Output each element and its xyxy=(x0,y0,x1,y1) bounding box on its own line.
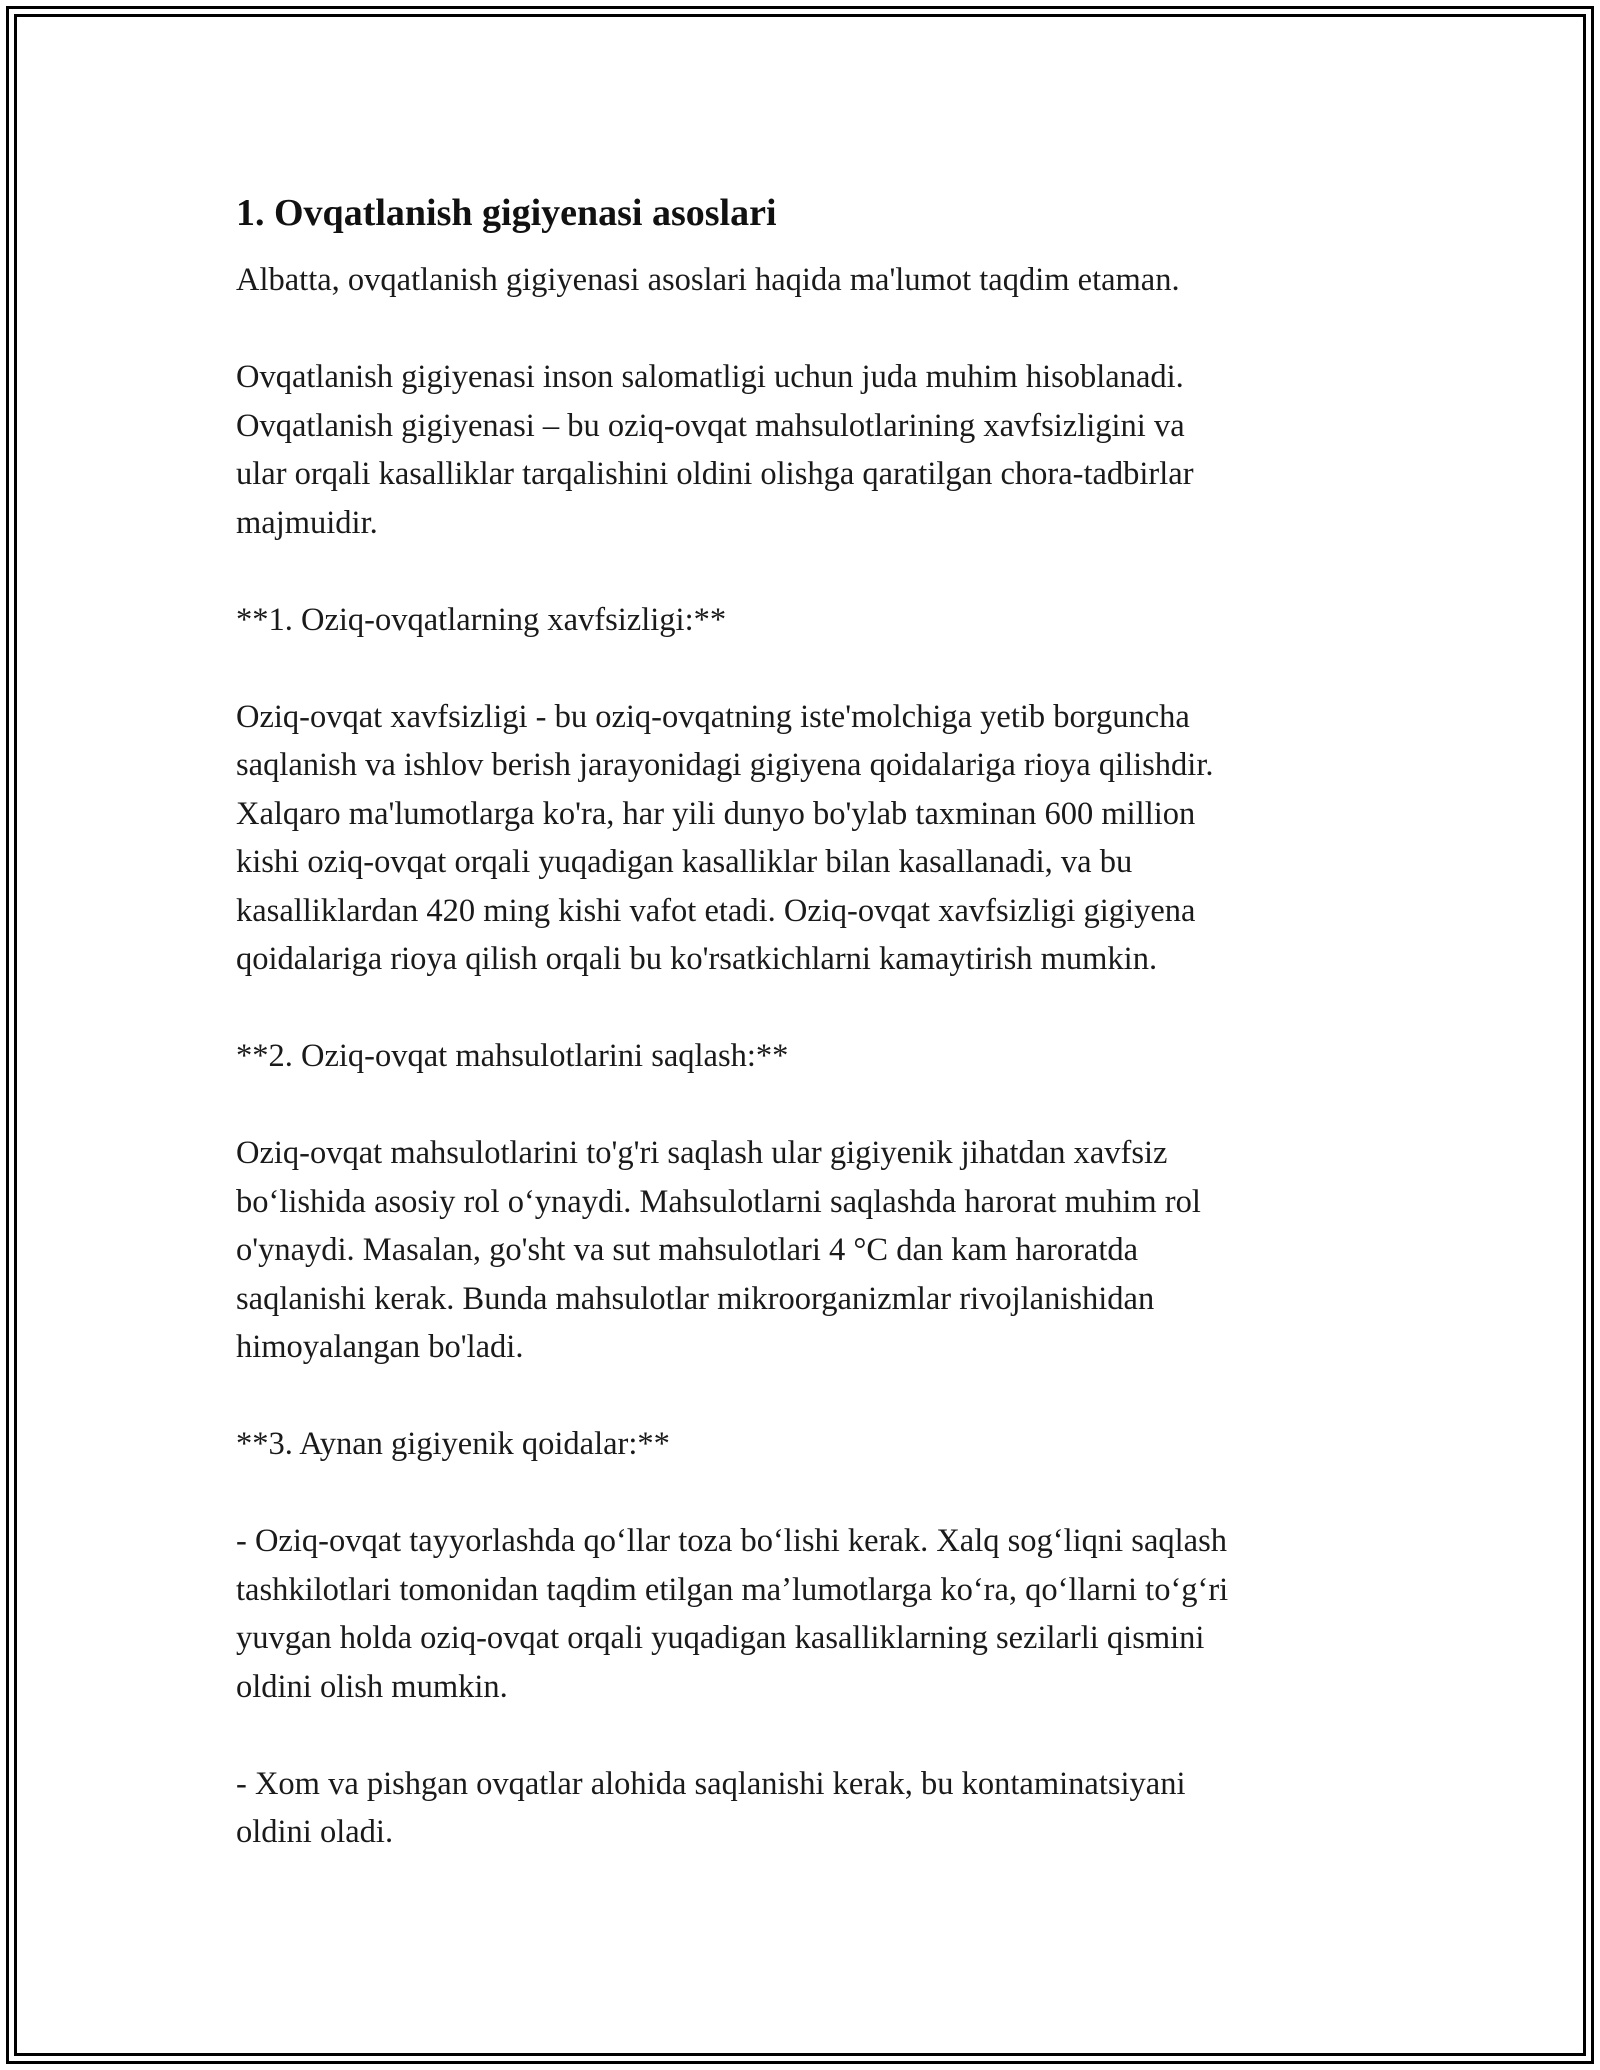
paragraph-food-storage: Oziq-ovqat mahsulotlarini to'g'ri saqlash ular gigiyenik jihatdan xavfsiz boʻlishida asosiy rol oʻynaydi. Mahsulotlarni saqlashda harorat muhim rol o'ynaydi. Masalan, go'sht va sut mahsulotlari 4 °C dan kam haroratda saqlanishi kerak. Bunda mahsulotlar mikroorganizmlar rivojlanishidan himoyalangan bo'ladi. xyxy=(236,1135,1201,1365)
list-item-hand-hygiene: - Oziq-ovqat tayyorlashda qoʻllar toza boʻlishi kerak. Xalq sogʻliqni saqlash tashkilotlari tomonidan taqdim etilgan maʼlumotlarga koʻra, qoʻllarni toʻgʻri yuvgan holda oziq-ovqat orqali yuqadigan kasalliklarning sezilarli qismini oldini olish mumkin. xyxy=(236,1523,1229,1705)
paragraph-food-safety: Oziq-ovqat xavfsizligi - bu oziq-ovqatning iste'molchiga yetib borguncha saqlanish va ishlov berish jarayonidagi gigiyena qoidalariga rioya qilishdir. Xalqaro ma'lumotlarga ko'ra, har yili dunyo bo'ylab taxminan 600 million kishi oziq-ovqat orqali yuqadigan kasalliklar bilan kasallanadi, va bu kasalliklardan 420 ming kishi vafot etadi. Oziq-ovqat xavfsizligi gigiyena qoidalariga rioya qilish orqali bu ko'rsatkichlarni kamaytirish mumkin. xyxy=(236,698,1214,977)
paragraph-intro: Albatta, ovqatlanish gigiyenasi asoslari haqida ma'lumot taqdim etaman. xyxy=(236,262,1180,298)
document-title: 1. Ovqatlanish gigiyenasi asoslari xyxy=(236,192,777,234)
section-heading-hygiene-rules: **3. Aynan gigiyenik qoidalar:** xyxy=(236,1426,670,1462)
section-heading-food-storage: **2. Oziq-ovqat mahsulotlarini saqlash:** xyxy=(236,1038,789,1074)
paragraph-definition: Ovqatlanish gigiyenasi inson salomatligi uchun juda muhim hisoblanadi. Ovqatlanish gigiyenasi – bu oziq-ovqat mahsulotlarining xavfsizligini va ular orqali kasalliklar tarqalishini oldini olishga qaratilgan chora-tadbirlar majmuidir. xyxy=(236,359,1194,541)
section-heading-food-safety: **1. Oziq-ovqatlarning xavfsizligi:** xyxy=(236,601,727,638)
list-item-raw-cooked-separation: - Xom va pishgan ovqatlar alohida saqlanishi kerak, bu kontaminatsiyani oldini oladi. xyxy=(236,1765,1186,1850)
document-body xyxy=(236,186,1366,1905)
